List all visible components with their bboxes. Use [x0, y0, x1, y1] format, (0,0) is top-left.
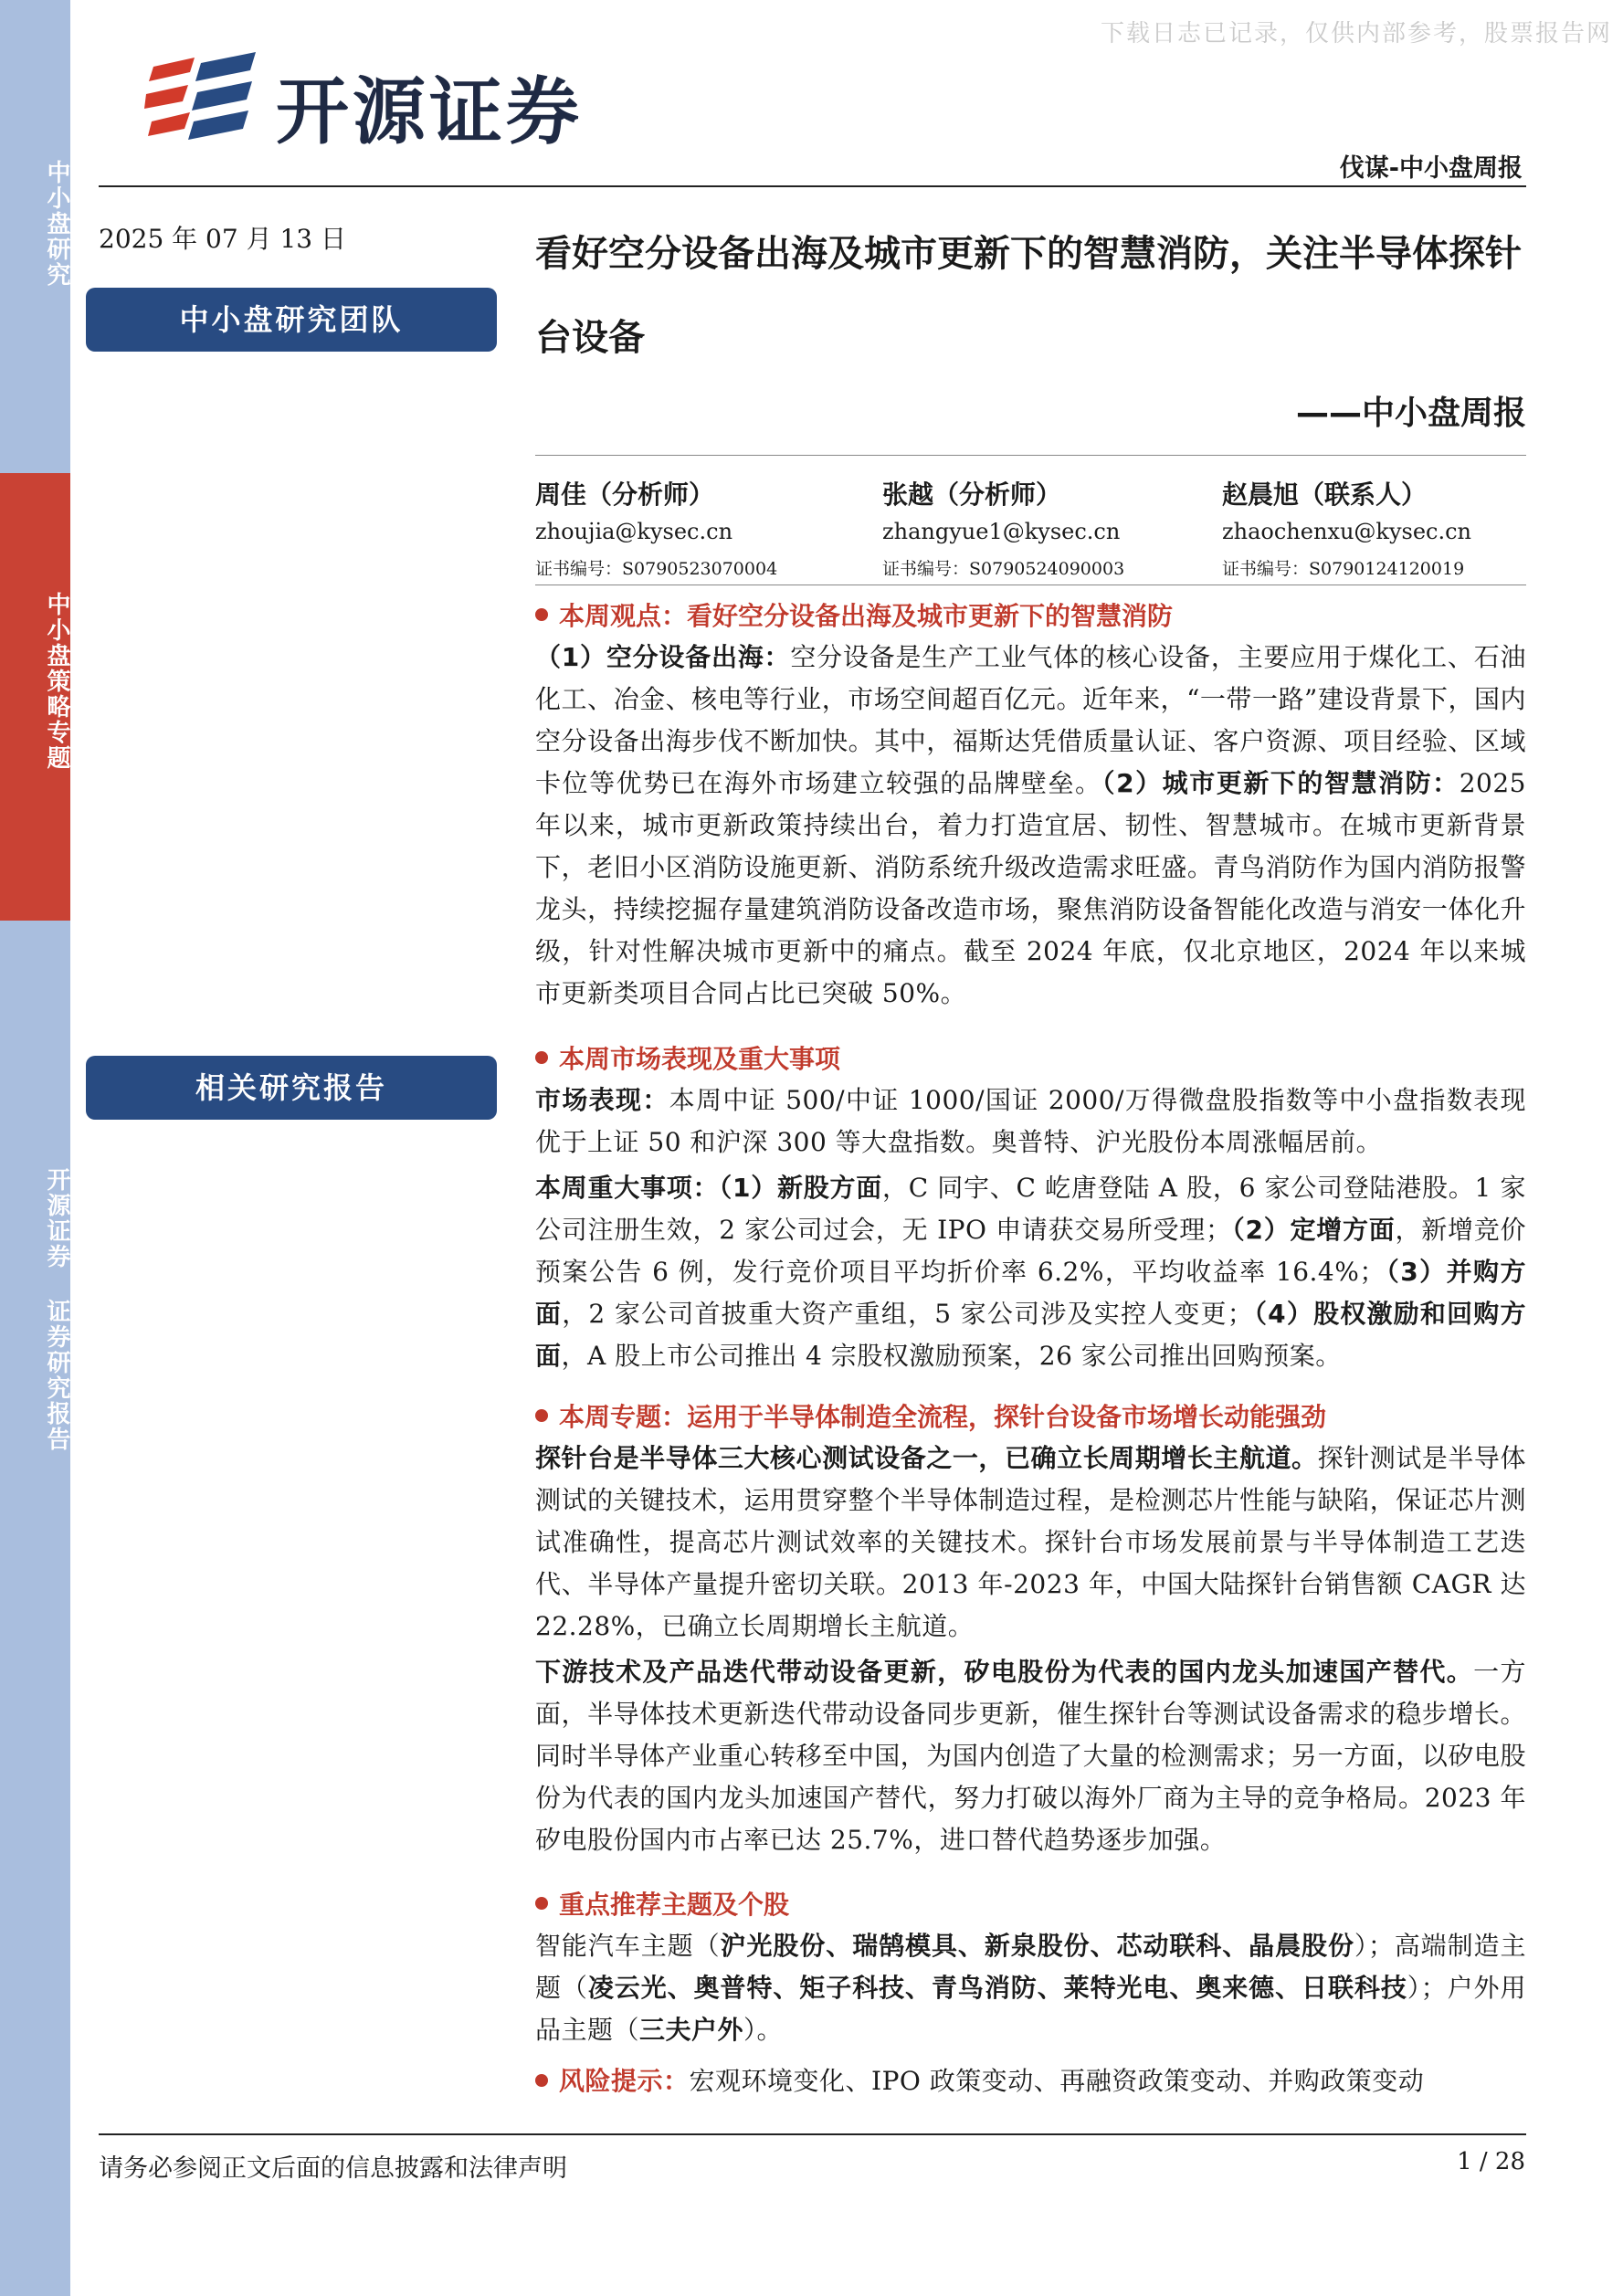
author-cert: 证书编号：S0790124120019	[1222, 559, 1465, 579]
footer-disclaimer: 请务必参阅正文后面的信息披露和法律声明	[99, 2154, 567, 2183]
page-number: 1 / 28	[1457, 2148, 1525, 2175]
author-card	[535, 475, 846, 580]
risk-line: 风险提示：宏观环境变化、IPO 政策变动、再融资政策变动、并购政策变动	[535, 2060, 1526, 2102]
section-body: 市场表现：本周中证 500/中证 1000/国证 2000/万得微盘股指数等中小盘指数表现优于上证 50 和沪深 300 等大盘指数。奥普特、沪光股份本周涨幅居前。	[535, 1085, 1526, 1157]
report-title: 看好空分设备出海及城市更新下的智慧消防，关注半导体探针台设备	[535, 233, 1522, 359]
header-rule	[99, 185, 1526, 187]
section-body: 智能汽车主题（沪光股份、瑞鹄模具、新泉股份、芯动联科、晶晨股份）；高端制造主题（凌云光、奥普特、矩子科技、青鸟消防、莱特光电、奥来德、日联科技）；户外用品主题（三夫户外）。	[535, 1931, 1526, 2045]
title-rule	[535, 455, 1526, 456]
side-label-top: 中小盘研究	[43, 160, 70, 288]
section-body: 下游技术及产品迭代带动设备更新，矽电股份为代表的国内龙头加速国产替代。一方面，半导体技术更新迭代带动设备同步更新，催生探针台等测试设备需求的稳步增长。同时半导体产业重心转移至中国，为国内创造了大量的检测需求；另一方面，以矽电股份为代表的国内龙头加速国产替代，努力打破以海外厂商为主导的竞争格局。2023 年矽电股份国内市占率已达 25.7%，进口替代趋势逐步加强。	[535, 1657, 1526, 1855]
author-name: 张越（分析师）	[882, 479, 1062, 510]
author-card	[1222, 475, 1533, 580]
related-reports-badge: 相关研究报告	[86, 1056, 497, 1120]
report-date: 2025 年 07 月 13 日	[99, 224, 347, 254]
author-cert: 证书编号：S0790524090003	[882, 559, 1125, 579]
author-card	[882, 475, 1193, 580]
author-name: 赵晨旭（联系人）	[1222, 479, 1428, 510]
bullet-icon	[535, 1051, 548, 1064]
author-email[interactable]: zhaochenxu@kysec.cn	[1222, 519, 1471, 544]
section-heading: 本周观点：看好空分设备出海及城市更新下的智慧消防	[535, 598, 1526, 635]
bullet-icon	[535, 2074, 548, 2087]
side-band-bottom	[0, 921, 70, 2296]
section-body: （1）空分设备出海：空分设备是生产工业气体的核心设备，主要应用于煤化工、石油化工、冶金、核电等行业，市场空间超百亿元。近年来，“一带一路”建设背景下，国内空分设备出海步伐不断加快。其中，福斯达凭借质量认证、客户资源、项目经验、区域卡位等优势已在海外市场建立较强的品牌壁垒。（2）城市更新下的智慧消防：2025 年以来，城市更新政策持续出台，着力打造宜居、韧性、智慧城市。在城市更新背景下，老旧小区消防设施更新、消防系统升级改造需求旺盛。青鸟消防作为国内消防报警龙头，持续挖掘存量建筑消防设备改造市场，聚焦消防设备智能化改造与消安一体化升级，针对性解决城市更新中的痛点。截至 2024 年底，仅北京地区，2024 年以来城市更新类项目合同占比已突破 50%。	[535, 642, 1526, 1008]
doc-type: 伐谋-中小盘周报	[1339, 154, 1523, 183]
brand-name: 开源证券	[276, 69, 583, 154]
watermark: 下载日志已记录，仅供内部参考，股票报告网	[1100, 20, 1612, 47]
bullet-icon	[535, 608, 548, 621]
brand-logo-icon	[144, 50, 263, 151]
bullet-icon	[535, 1897, 548, 1910]
team-badge: 中小盘研究团队	[86, 288, 497, 352]
section-heading: 重点推荐主题及个股	[535, 1887, 1526, 1923]
footer-rule	[99, 2133, 1526, 2135]
side-label-middle: 中小盘策略专题	[43, 592, 70, 771]
author-email[interactable]: zhangyue1@kysec.cn	[882, 519, 1121, 544]
report-subtitle: ——中小盘周报	[1295, 395, 1526, 432]
section-body: 探针台是半导体三大核心测试设备之一，已确立长周期增长主航道。探针测试是半导体测试的关键技术，运用贯穿整个半导体制造过程，是检测芯片性能与缺陷，保证芯片测试准确性，提高芯片测试效率的关键技术。探针台市场发展前景与半导体制造工艺迭代、半导体产量提升密切关联。2013 年-2023 年，中国大陆探针台销售额 CAGR 达 22.28%，已确立长周期增长主航道。	[535, 1443, 1526, 1641]
author-email[interactable]: zhoujia@kysec.cn	[535, 519, 733, 544]
section-heading: 本周市场表现及重大事项	[535, 1041, 1526, 1078]
section-body: 本周重大事项：（1）新股方面，C 同宇、C 屹唐登陆 A 股，6 家公司登陆港股。1 家公司注册生效，2 家公司过会，无 IPO 申请获交易所受理；（2）定增方面，新增竞价预案公告 6 例，发行竞价项目平均折价率 6.2%，平均收益率 16.4%；（3）并购方面，2 家公司首披重大资产重组，5 家公司涉及实控人变更；（4）股权激励和回购方面，A 股上市公司推出 4 宗股权激励预案，26 家公司推出回购预案。	[535, 1173, 1527, 1371]
author-name: 周佳（分析师）	[535, 479, 715, 510]
section-heading: 本周专题：运用于半导体制造全流程，探针台设备市场增长动能强劲	[535, 1399, 1526, 1436]
author-cert: 证书编号：S0790523070004	[535, 559, 778, 579]
bullet-icon	[535, 1409, 548, 1422]
side-label-bottom: 开源证券 证券研究报告	[43, 1167, 70, 1452]
